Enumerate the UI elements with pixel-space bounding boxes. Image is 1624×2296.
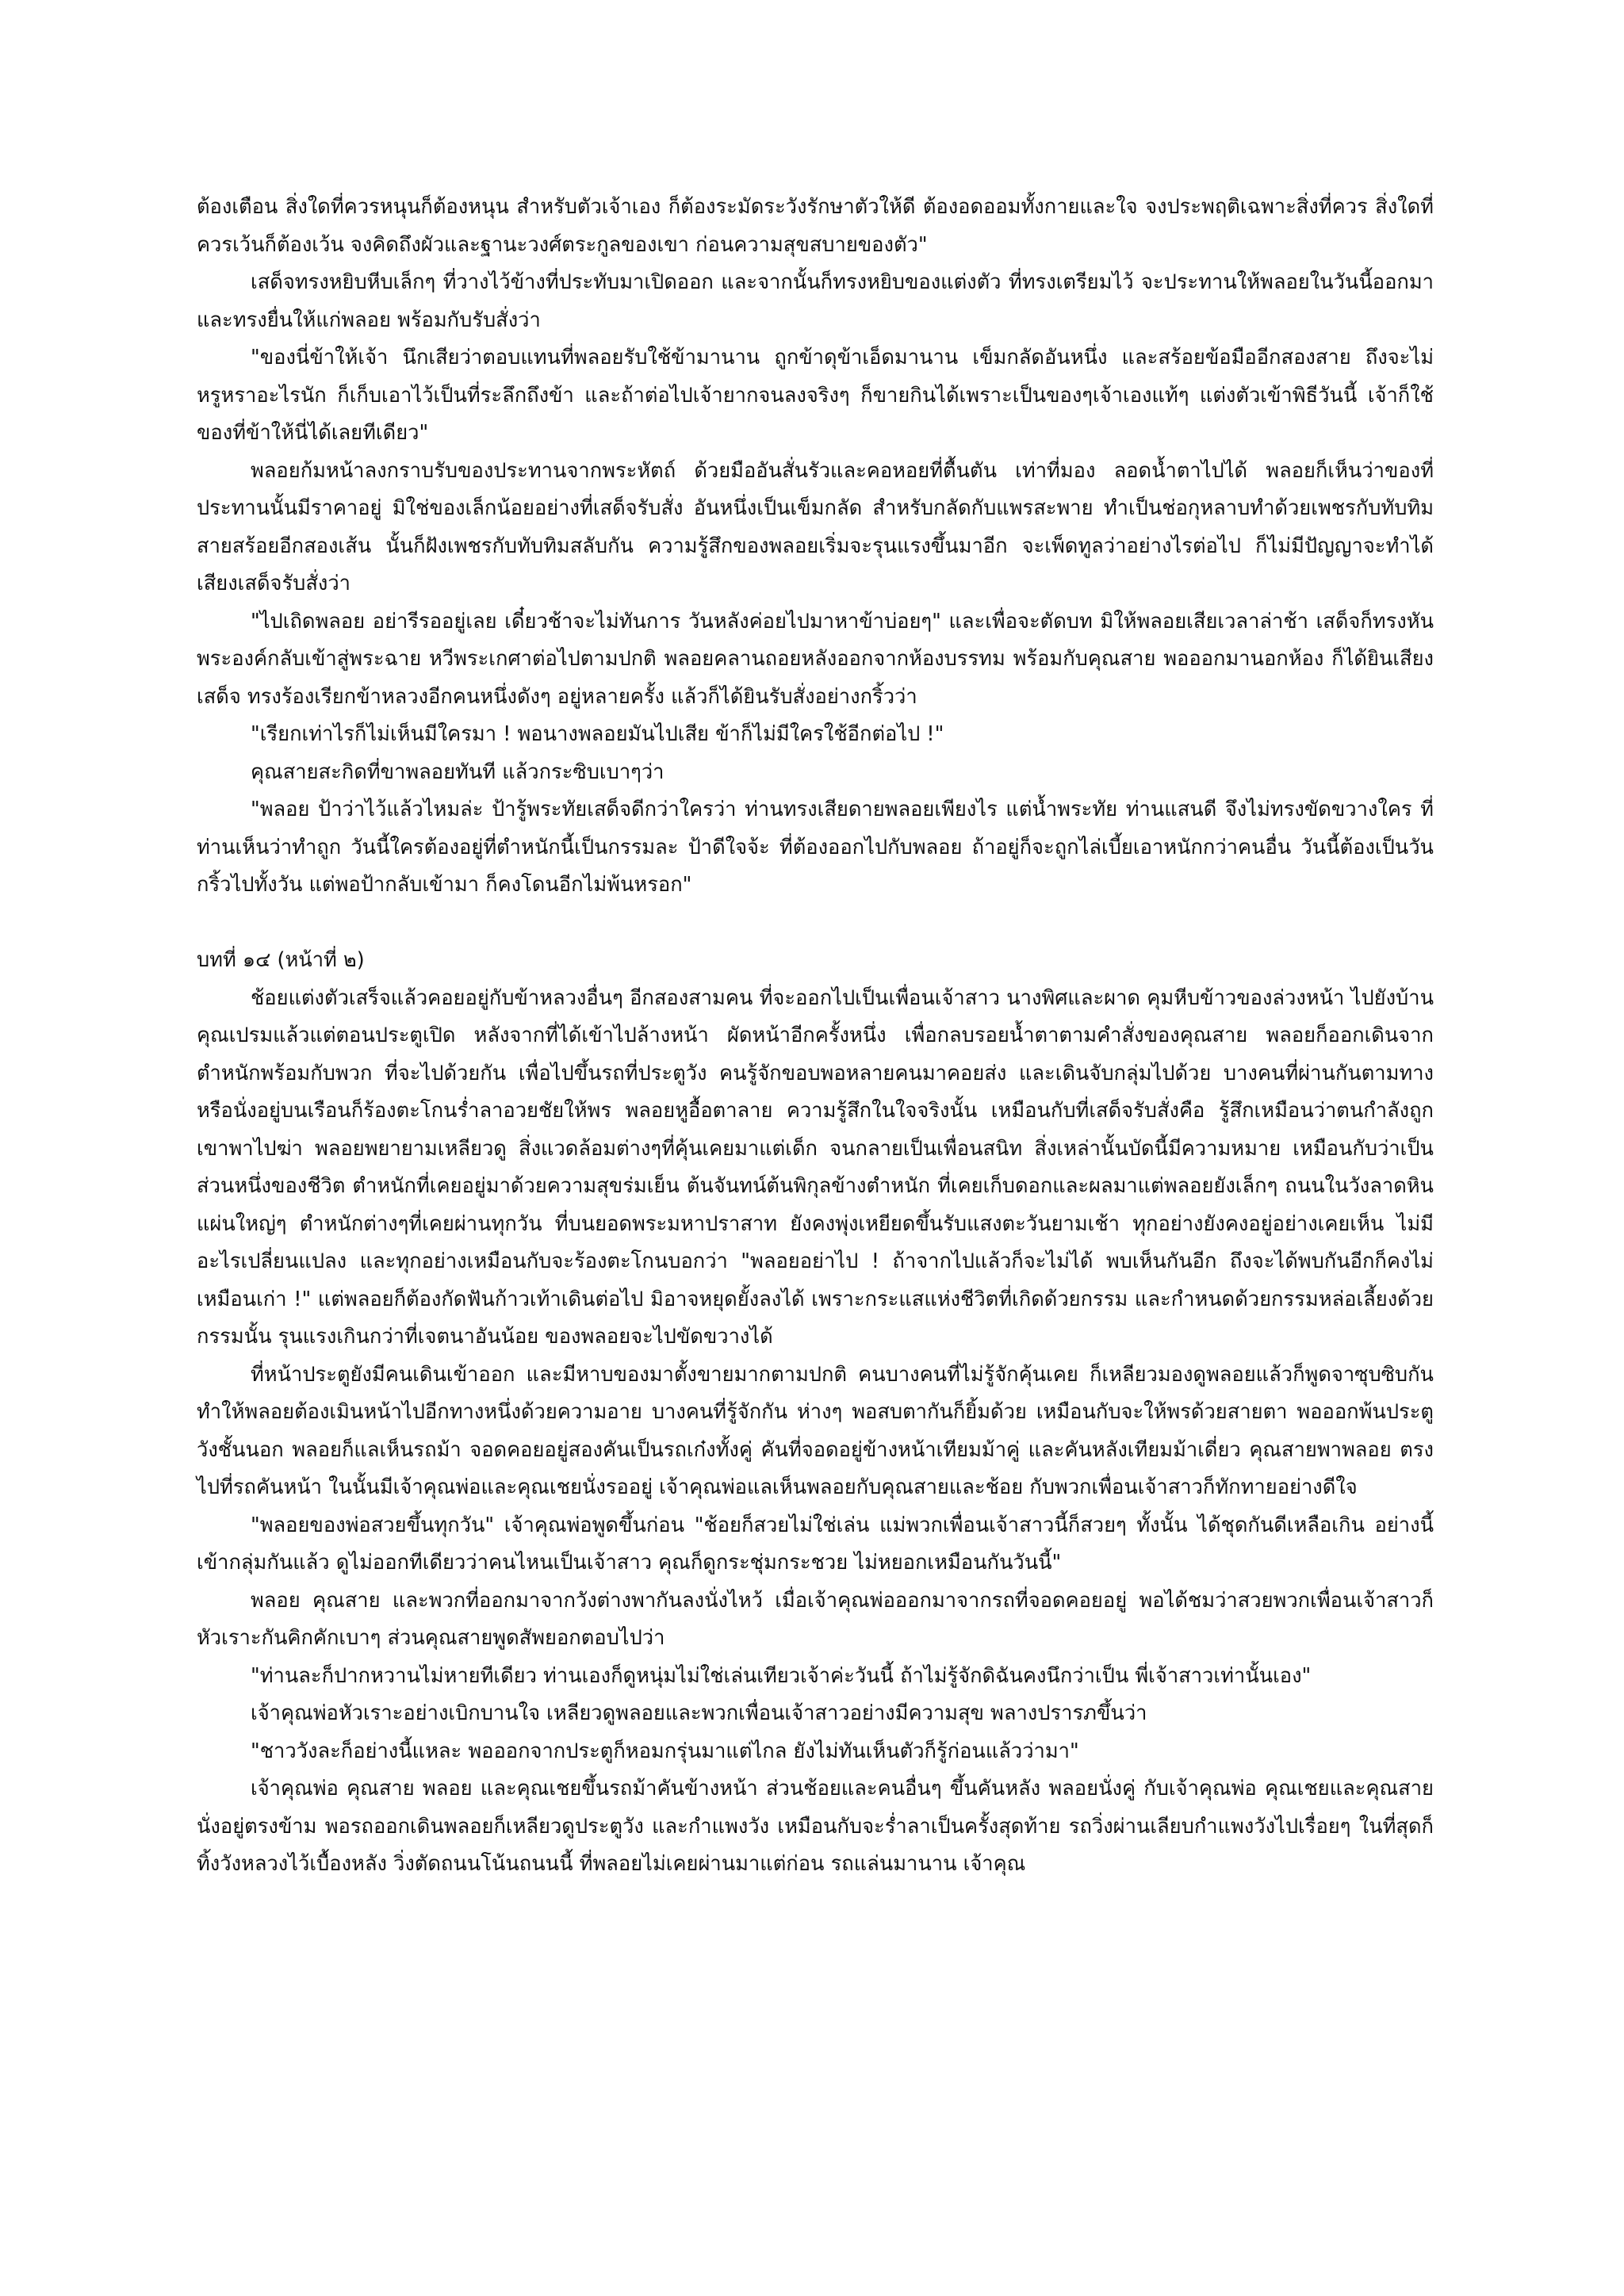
paragraph: ต้องเตือน สิ่งใดที่ควรหนุนก็ต้องหนุน สำหรับตัวเจ้าเอง ก็ต้องระมัดระวังรักษาตัวให้ดี ต้องอดออมทั้งกายและใจ จงประพฤติเฉพาะสิ่งที่ควร สิ่งใดที่ควรเว้นก็ต้องเว้น จงคิดถึงผัวและฐานะวงศ์ตระกูลของเขา ก่อนความสุขสบายของตัว" — [197, 195, 1434, 257]
paragraph: คุณสายสะกิดที่ขาพลอยทันที แล้วกระซิบเบาๆว่า — [251, 760, 665, 784]
paragraph: เจ้าคุณพ่อหัวเราะอย่างเบิกบานใจ เหลียวดูพลอยและพวกเพื่อนเจ้าสาวอย่างมีความสุข พลางปรารภขึ้นว่า — [251, 1701, 1147, 1725]
section-gap — [197, 905, 1434, 943]
paragraph: "ชาววังละก็อย่างนี้แหละ พอออกจากประตูก็หอมกรุ่นมาแต่ไกล ยังไม่ทันเห็นตัวก็รู้ก่อนแล้วว่ามา" — [251, 1739, 1079, 1763]
paragraph: "เรียกเท่าไรก็ไม่เห็นมีใครมา ! พอนางพลอยมันไปเสีย ข้าก็ไม่มีใครใช้อีกต่อไป !" — [251, 722, 944, 746]
paragraph: "พลอย ป้าว่าไว้แล้วไหมล่ะ ป้ารู้พระทัยเสด็จดีกว่าใครว่า ท่านทรงเสียดายพลอยเพียงไร แต่น้ำพระทัย ท่านแสนดี จึงไม่ทรงขัดขวางใคร ที่ท่านเห็นว่าทำถูก วันนี้ใครต้องอยู่ที่ตำหนักนี้เป็นกรรมละ ป้าดีใจจ้ะ ที่ต้องออกไปกับพลอย ถ้าอยู่ก็จะถูกไล่เบี้ยเอาหนักกว่าคนอื่น วันนี้ต้องเป็นวันกริ้วไปทั้งวัน แต่พอป้ากลับเข้ามา ก็คงโดนอีกไม่พ้นหรอก" — [197, 798, 1434, 897]
paragraph: "พลอยของพ่อสวยขึ้นทุกวัน" เจ้าคุณพ่อพูดขึ้นก่อน "ช้อยก็สวยไม่ใช่เล่น แม่พวกเพื่อนเจ้าสาวนี้ก็สวยๆ ทั้งนั้น ได้ชุดกันดีเหลือเกิน อย่างนี้เข้ากลุ่มกันแล้ว ดูไม่ออกทีเดียวว่าคนไหนเป็นเจ้าสาว คุณก็ดูกระชุ่มกระชวย ไม่หยอกเหมือนกันวันนี้" — [197, 1513, 1434, 1575]
paragraph: พลอย คุณสาย และพวกที่ออกมาจากวังต่างพากันลงนั่งไหว้ เมื่อเจ้าคุณพ่อออกมาจากรถที่จอดคอยอยู่ พอได้ชมว่าสวยพวกเพื่อนเจ้าสาวก็หัวเราะกันคิกคักเบาๆ ส่วนคุณสายพูดสัพยอกตอบไปว่า — [197, 1588, 1434, 1650]
paragraph: ช้อยแต่งตัวเสร็จแล้วคอยอยู่กับข้าหลวงอื่นๆ อีกสองสามคน ที่จะออกไปเป็นเพื่อนเจ้าสาว นางพิศและผาด คุมหีบข้าวของล่วงหน้า ไปยังบ้านคุณเปรมแล้วแต่ตอนประตูเปิด หลังจากที่ได้เข้าไปล้างหน้า ผัดหน้าอีกครั้งหนึ่ง เพื่อกลบรอยน้ำตาตามคำสั่งของคุณสาย พลอยก็ออกเดินจากตำหนักพร้อมกับพวก ที่จะไปด้วยกัน เพื่อไปขึ้นรถที่ประตูวัง คนรู้จักขอบพอหลายคนมาคอยส่ง และเดินจับกลุ่มไปด้วย บางคนที่ผ่านกันตามทาง หรือนั่งอยู่บนเรือนก็ร้องตะโกนร่ำลาอวยชัยให้พร พลอยหูอื้อตาลาย ความรู้สึกในใจจริงนั้น เหมือนกับที่เสด็จรับสั่งคือ รู้สึกเหมือนว่าตนกำลังถูกเขาพาไปฆ่า พลอยพยายามเหลียวดู สิ่งแวดล้อมต่างๆที่คุ้นเคยมาแต่เด็ก จนกลายเป็นเพื่อนสนิท สิ่งเหล่านั้นบัดนี้มีความหมาย เหมือนกับว่าเป็นส่วนหนึ่งของชีวิต ตำหนักที่เคยอยู่มาด้วยความสุขร่มเย็น ต้นจันทน์ต้นพิกุลข้างตำหนัก ที่เคยเก็บดอกและผลมาแต่พลอยยังเล็กๆ ถนนในวังลาดหินแผ่นใหญ่ๆ ตำหนักต่างๆที่เคยผ่านทุกวัน ที่บนยอดพระมหาปราสาท ยังคงพุ่งเหยียดขึ้นรับแสงตะวันยามเช้า ทุกอย่างยังคงอยู่อย่างเคยเห็น ไม่มีอะไรเปลี่ยนแปลง และทุกอย่างเหมือนกับจะร้องตะโกนบอกว่า "พลอยอย่าไป ! ถ้าจากไปแล้วก็จะไม่ได้ พบเห็นกันอีก ถึงจะได้พบกันอีกก็คงไม่เหมือนเก่า !" แต่พลอยก็ต้องกัดฟันก้าวเท้าเดินต่อไป มิอาจหยุดยั้งลงได้ เพราะกระแสแห่งชีวิตที่เกิดด้วยกรรม และกำหนดด้วยกรรมหล่อเลี้ยงด้วยกรรมนั้น รุนแรงเกินกว่าที่เจตนาอันน้อย ของพลอยจะไปขัดขวางได้ — [197, 985, 1434, 1349]
document-body — [197, 189, 1434, 1884]
paragraph: พลอยก้มหน้าลงกราบรับของประทานจากพระหัตถ์ ด้วยมืออันสั่นรัวและคอหอยที่ตื้นตัน เท่าที่มอง ลอดน้ำตาไปได้ พลอยก็เห็นว่าของที่ประทานนั้นมีราคาอยู่ มิใช่ของเล็กน้อยอย่างที่เสด็จรับสั่ง อันหนึ่งเป็นเข็มกลัด สำหรับกลัดกับแพรสะพาย ทำเป็นช่อกุหลาบทำด้วยเพชรกับทับทิม สายสร้อยอีกสองเส้น นั้นก็ฝังเพชรกับทับทิมสลับกัน ความรู้สึกของพลอยเริ่มจะรุนแรงขึ้นมาอีก จะเพ็ดทูลว่าอย่างไรต่อไป ก็ไม่มีปัญญาจะทำได้ เสียงเสด็จรับสั่งว่า — [197, 458, 1434, 595]
paragraph: "ของนี่ข้าให้เจ้า นึกเสียว่าตอบแทนที่พลอยรับใช้ข้ามานาน ถูกข้าดุข้าเอ็ดมานาน เข็มกลัดอันหนึ่ง และสร้อยข้อมืออีกสองสาย ถึงจะไม่หรูหราอะไรนัก ก็เก็บเอาไว้เป็นที่ระลึกถึงข้า และถ้าต่อไปเจ้ายากจนลงจริงๆ ก็ขายกินได้เพราะเป็นของๆเจ้าเองแท้ๆ แต่งตัวเข้าพิธีวันนี้ เจ้าก็ใช้ของที่ข้าให้นี่ได้เลยทีเดียว" — [197, 346, 1434, 445]
chapter-heading: บทที่ ๑๔ (หน้าที่ ๒) — [197, 948, 365, 972]
paragraph: เสด็จทรงหยิบหีบเล็กๆ ที่วางไว้ข้างที่ประทับมาเปิดออก และจากนั้นก็ทรงหยิบของแต่งตัว ที่ทรงเตรียมไว้ จะประทานให้พลอยในวันนี้ออกมา และทรงยื่นให้แก่พลอย พร้อมกับรับสั่งว่า — [197, 270, 1434, 332]
paragraph: "ท่านละก็ปากหวานไม่หายทีเดียว ท่านเองก็ดูหนุ่มไม่ใช่เล่นเทียวเจ้าค่ะวันนี้ ถ้าไม่รู้จักดิฉันคงนึกว่าเป็น พี่เจ้าสาวเท่านั้นเอง" — [251, 1663, 1312, 1688]
paragraph: ที่หน้าประตูยังมีคนเดินเข้าออก และมีหาบของมาตั้งขายมากตามปกติ คนบางคนที่ไม่รู้จักคุ้นเคย ก็เหลียวมองดูพลอยแล้วก็พูดจาซุบซิบกัน ทำให้พลอยต้องเมินหน้าไปอีกทางหนึ่งด้วยความอาย บางคนที่รู้จักกัน ห่างๆ พอสบตากันก็ยิ้มด้วย เหมือนกับจะให้พรด้วยสายตา พอออกพ้นประตูวังชั้นนอก พลอยก็แลเห็นรถม้า จอดคอยอยู่สองคันเป็นรถเก๋งทั้งคู่ คันที่จอดอยู่ข้างหน้าเทียมม้าคู่ และคันหลังเทียมม้าเดี่ยว คุณสายพาพลอย ตรงไปที่รถคันหน้า ในนั้นมีเจ้าคุณพ่อและคุณเชยนั่งรออยู่ เจ้าคุณพ่อแลเห็นพลอยกับคุณสายและช้อย กับพวกเพื่อนเจ้าสาวก็ทักทายอย่างดีใจ — [197, 1362, 1434, 1499]
paragraph: เจ้าคุณพ่อ คุณสาย พลอย และคุณเชยขึ้นรถม้าคันข้างหน้า ส่วนช้อยและคนอื่นๆ ขึ้นคันหลัง พลอยนั่งคู่ กับเจ้าคุณพ่อ คุณเชยและคุณสายนั่งอยู่ตรงข้าม พอรถออกเดินพลอยก็เหลียวดูประตูวัง และกำแพงวัง เหมือนกับจะร่ำลาเป็นครั้งสุดท้าย รถวิ่งผ่านเลียบกำแพงวังไปเรื่อยๆ ในที่สุดก็ทิ้งวังหลวงไว้เบื้องหลัง วิ่งตัดถนนโน้นถนนนี้ ที่พลอยไม่เคยผ่านมาแต่ก่อน รถแล่นมานาน เจ้าคุณ — [197, 1777, 1434, 1876]
paragraph: "ไปเถิดพลอย อย่ารีรออยู่เลย เดี๋ยวช้าจะไม่ทันการ วันหลังค่อยไปมาหาข้าบ่อยๆ" และเพื่อจะตัดบท มิให้พลอยเสียเวลาล่าช้า เสด็จก็ทรงหันพระองค์กลับเข้าสู่พระฉาย หวีพระเกศาต่อไปตามปกติ พลอยคลานถอยหลังออกจากห้องบรรทม พร้อมกับคุณสาย พอออกมานอกห้อง ก็ได้ยินเสียงเสด็จ ทรงร้องเรียกข้าหลวงอีกคนหนึ่งดังๆ อยู่หลายครั้ง แล้วก็ได้ยินรับสั่งอย่างกริ้วว่า — [197, 609, 1434, 709]
